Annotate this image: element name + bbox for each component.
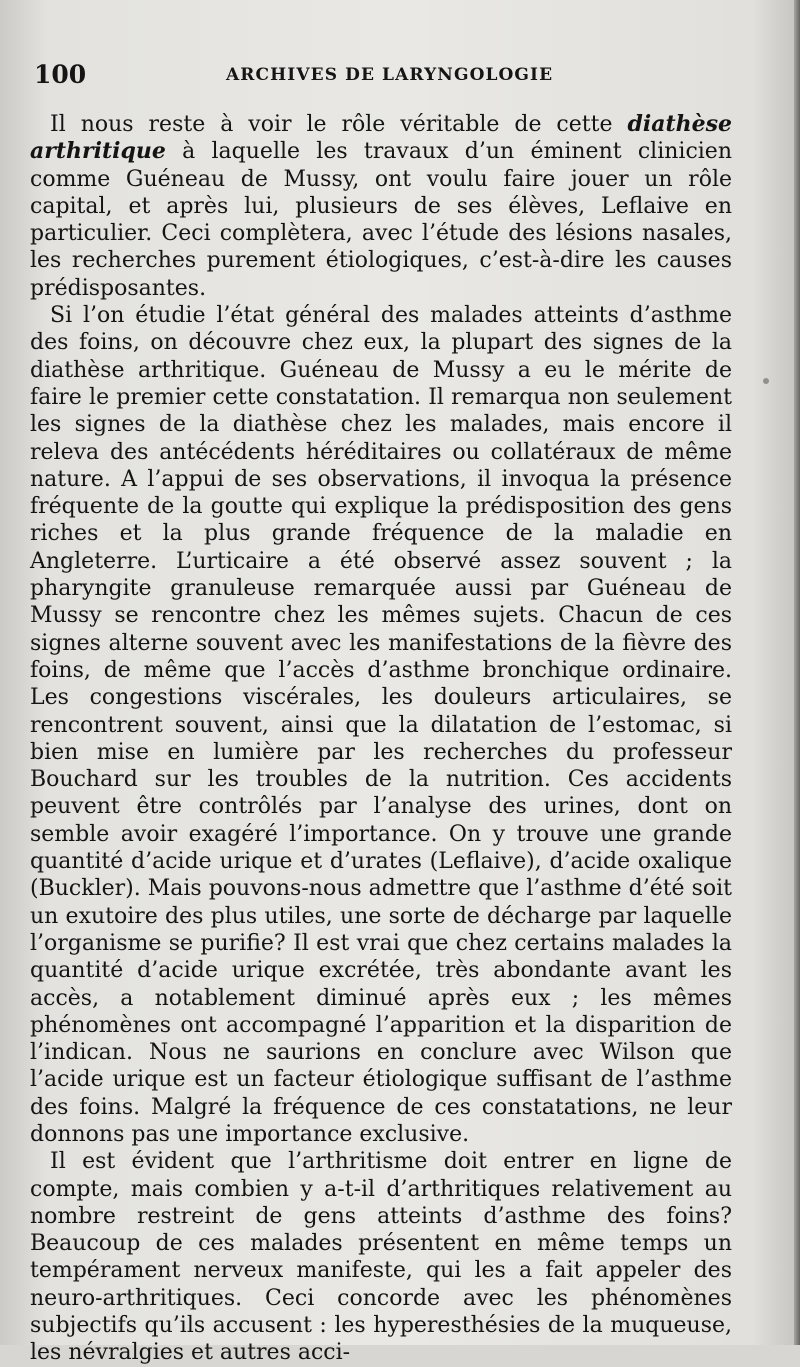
paragraph-1: [30, 111, 732, 302]
paragraph-3: Il est évident que l’arthritisme doit entrer en ligne de compte, mais combien y a-t-il d’arthritiques relativement au nombre restreint de gens atteints d’asthme des foins? Beaucoup de ces malades présentent en même temps un tempérament nerveux manifeste, qui les a fait appeler des neuro-arthritiques. Ceci concorde avec les phénomènes subjectifs qu’ils accusent : les hyperesthésies de la muqueuse, les névralgies et autres acci-: [30, 1149, 732, 1366]
body-text: [30, 111, 732, 1367]
running-head: ARCHIVES DE LARYNGOLOGIE: [226, 65, 554, 85]
paper-speck: [763, 378, 769, 384]
paragraph-2: Si l’on étudie l’état général des malades atteints d’asthme des foins, on découvre chez eux, la plupart des signes de la diathèse arthritique. Guéneau de Mussy a eu le mérite de faire le premier cette constatation. Il remarqua non seulement les signes de la diathèse chez les malades, mais encore il releva des antécédents héréditaires ou collatéraux de même nature. A l’appui de ses observations, il invoqua la présence fréquente de la goutte qui explique la prédisposition des gens riches et la plus grande fréquence de la maladie en Angleterre. L’urticaire a été observé assez souvent ; la pharyngite granuleuse remarquée aussi par Guéneau de Mussy se rencontre chez les mêmes sujets. Chacun de ces signes alterne souvent avec les manifestations de la fièvre des foins, de même que l’accès d’asthme bronchique ordinaire. Les congestions viscérales, les douleurs articulaires, se rencontrent souvent, ainsi que la dilatation de l’estomac, si bien mise en lumière par les recherches du professeur Bouchard sur les troubles de la nutrition. Ces accidents peuvent être contrôlés par l’analyse des urines, dont on semble avoir exagéré l’importance. On y trouve une grande quantité d’acide urique et d’urates (Leflaive), d’acide oxalique (Buckler). Mais pouvons-nous admettre que l’asthme d’été soit un exutoire des plus utiles, une sorte de décharge par laquelle l’organisme se purifie? Il est vrai que chez certains malades la quantité d’acide urique excrétée, très abondante avant les accès, a notablement diminué après eux ; les mêmes phénomènes ont accompagné l’apparition et la disparition de l’indican. Nous ne saurions en conclure avec Wilson que l’acide urique est un facteur étiologique suffisant de l’asthme des foins. Malgré la fréquence de ces constatations, ne leur donnons pas une importance exclusive.: [30, 303, 732, 1147]
italic-emphasis: diathèse arthritique: [30, 111, 732, 165]
page-header: [34, 60, 764, 92]
page-binding-shadow: [794, 0, 800, 1345]
paragraph-1-rest: à laquelle les travaux d’un éminent clinicien comme Guéneau de Mussy, ont voulu faire jouer un rôle capital, et après lui, plusieurs de ses élèves, Leflaive en particulier. Ceci complètera, avec l’étude des lésions nasales, les recherches purement étiologiques, c’est-à-dire les causes prédisposantes.: [30, 139, 732, 301]
paragraph-1-lead: Il nous reste à voir le rôle véritable de cette: [50, 112, 628, 137]
page-number: 100: [34, 60, 87, 89]
